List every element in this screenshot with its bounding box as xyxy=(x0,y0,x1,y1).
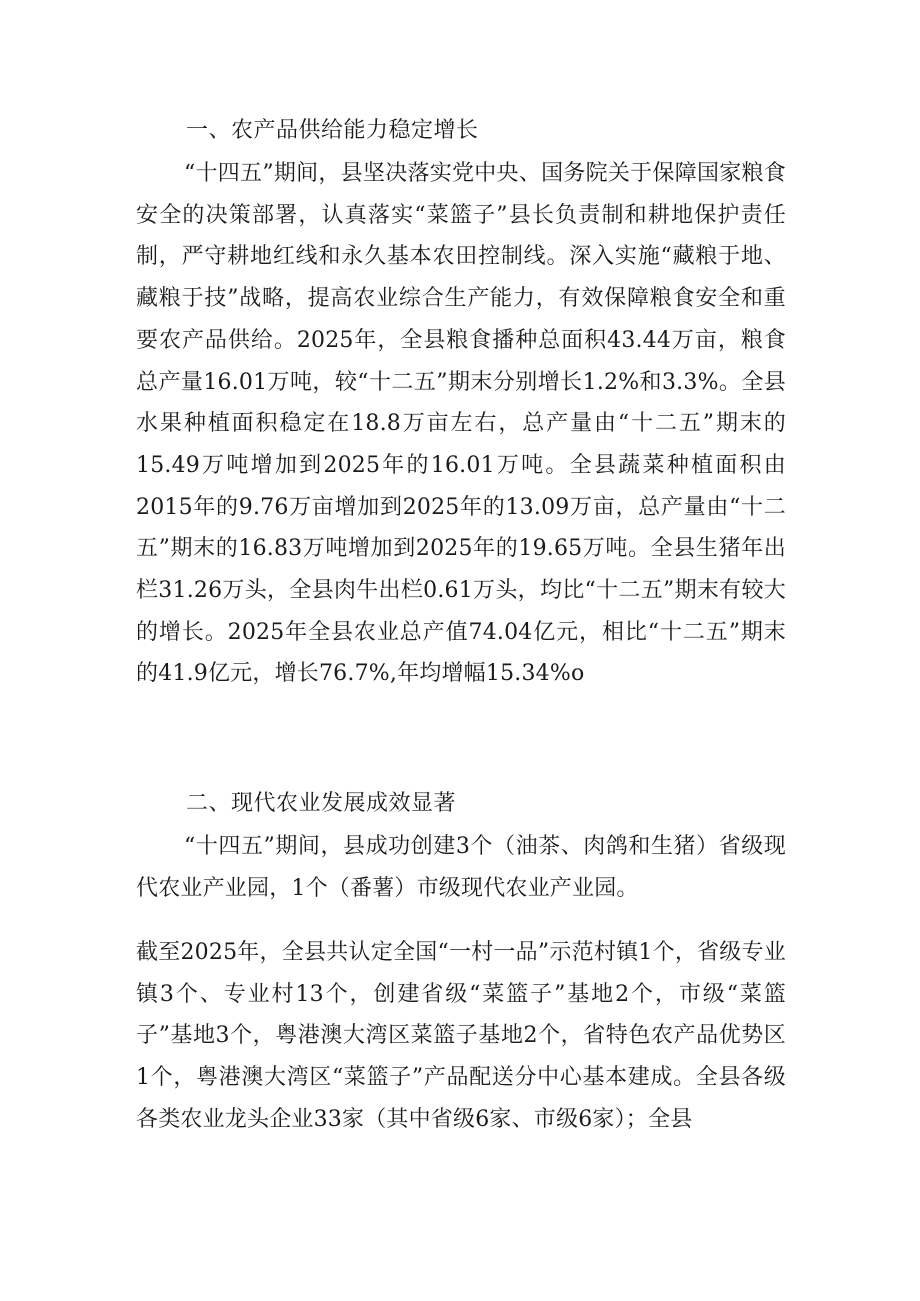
section1-paragraph: “十四五”期间，县坚决落实党中央、国务院关于保障国家粮食安全的决策部署，认真落实“菜篮子”县长负责制和耕地保护责任制，严守耕地红线和永久基本农田控制线。深入实施“藏粮于地、藏粮于技”战略，提高农业综合生产能力，有效保障粮食安全和重要农产品供给。2025年，全县粮食播种总面积43.44万亩，粮食总产量16.01万吨，较“十二五”期末分别增长1.2%和3.3%。全县水果种植面积稳定在18.8万亩左右，总产量由“十二五”期末的15.49万吨增加到2025年的16.01万吨。全县蔬菜种植面积由2015年的9.76万亩增加到2025年的13.09万亩，总产量由“十二五”期末的16.83万吨增加到2025年的19.65万吨。全县生猪年出栏31.26万头，全县肉牛出栏0.61万头，均比“十二五”期末有较大的增长。2025年全县农业总产值74.04亿元，相比“十二五”期末的41.9亿元，增长76.7%,年均增幅15.34%o xyxy=(136,161,786,687)
section1-heading: 一、农产品供给能力稳定增长 xyxy=(186,118,479,143)
section2-paragraph-1: “十四五”期间，县成功创建3个（油茶、肉鸽和生猪）省级现代农业产业园，1个（番薯）市级现代农业产业园。 xyxy=(136,834,786,901)
section2-heading: 二、现代农业发展成效显著 xyxy=(186,791,457,816)
section2-paragraph-2: 截至2025年，全县共认定全国“一村一品”示范村镇1个，省级专业镇3个、专业村13个，创建省级“菜篮子”基地2个，市级“菜篮子”基地3个，粤港澳大湾区菜篮子基地2个，省特色农产品优势区1个，粤港澳大湾区“菜篮子”产品配送分中心基本建成。全县各级各类农业龙头企业33家（其中省级6家、市级6家）；全县 xyxy=(136,940,786,1132)
